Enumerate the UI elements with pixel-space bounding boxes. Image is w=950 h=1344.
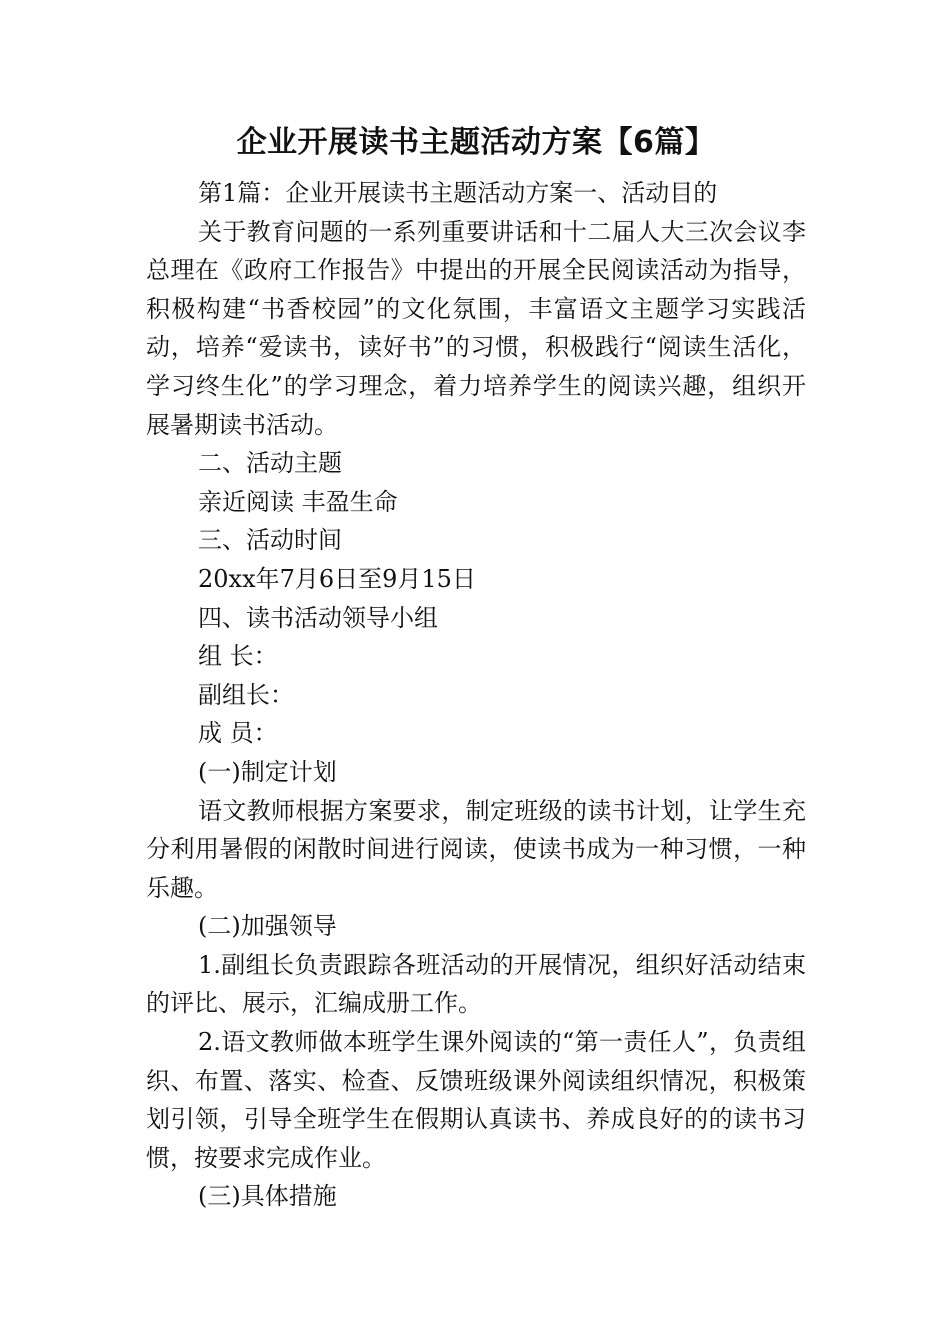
leadership-item-1: 1.副组长负责跟踪各班活动的开展情况，组织好活动结束的评比、展示，汇编成册工作。 [146, 950, 806, 1018]
subheading-plan: (一)制定计划 [198, 757, 337, 786]
leadership-item-2: 2.语文教师做本班学生课外阅读的“第一责任人”，负责组织、布置、落实、检查、反馈班级课外阅读组织情况，积极策划引领，引导全班学生在假期认真读书、养成良好的的读书习惯，按要求完成作业。 [146, 1028, 806, 1172]
section-heading-part-1: 第1篇：企业开展读书主题活动方案一、活动目的 [198, 179, 718, 207]
leader-role: 组 长： [198, 642, 278, 671]
activity-time-text: 20xx年7月6日至9月15日 [198, 564, 476, 593]
members-role: 成 员： [198, 719, 278, 748]
theme-text: 亲近阅读 丰盈生命 [198, 487, 398, 516]
purpose-paragraph: 关于教育问题的一系列重要讲话和十二届人大三次会议李总理在《政府工作报告》中提出的开展全民阅读活动为指导，积极构建“书香校园”的文化氛围，丰富语文主题学习实践活动，培养“爱读书，读好书”的习惯，积极践行“阅读生活化，学习终生化”的学习理念，着力培养学生的阅读兴趣，组织开展暑期读书活动。 [146, 217, 806, 439]
subheading-measures: (三)具体措施 [198, 1182, 337, 1211]
document-body [146, 118, 806, 1216]
deputy-leader-role: 副组长： [198, 680, 294, 709]
subheading-leadership-strengthen: (二)加强领导 [198, 912, 337, 941]
plan-paragraph: 语文教师根据方案要求，制定班级的读书计划，让学生充分利用暑假的闲散时间进行阅读，使读书成为一种习惯，一种乐趣。 [146, 796, 806, 902]
section-heading-time: 三、活动时间 [198, 526, 342, 555]
document-title: 企业开展读书主题活动方案【6篇】 [236, 125, 716, 160]
section-heading-theme: 二、活动主题 [198, 449, 342, 478]
section-heading-leadership: 四、读书活动领导小组 [198, 603, 438, 632]
